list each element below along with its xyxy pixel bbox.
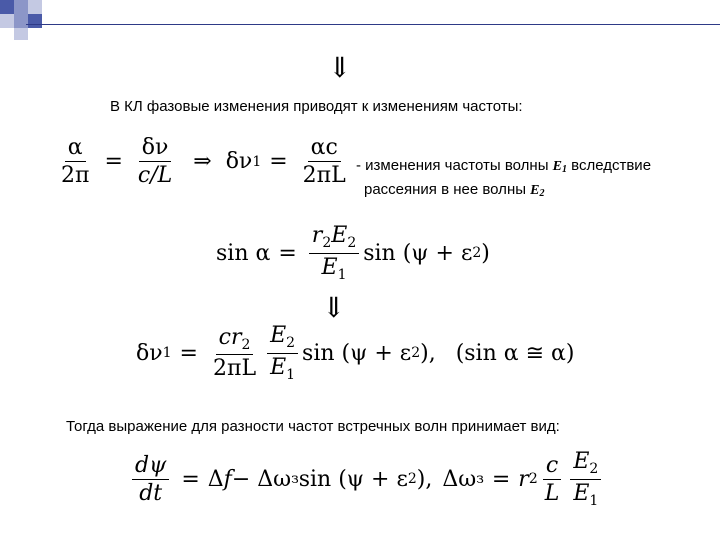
down-arrow-middle: ⇓ xyxy=(322,291,346,324)
equation-4: $\frac{d\psi}{dt}$ = Δ f − Δω з sin (ψ + ε 2 ), Δω з = r 2 $\frac{c}{L}$ $\frac{E_2}{E_1}$ xyxy=(128,450,605,508)
header-rule xyxy=(26,24,720,25)
conclusion-text: Тогда выражение для разности частот встречных волн принимает вид: xyxy=(66,418,560,435)
decorative-header xyxy=(0,0,720,40)
down-arrow-top: ⇓ xyxy=(328,51,352,84)
equation-3: δν 1 = $\frac{cr_2}{2\pi L}$ $\frac{E_2}{E_1}$ sin (ψ + ε 2 ), (sin α ≅ α) xyxy=(136,323,575,383)
note-line-1: - изменения частоты волны $E_1$ вследствие xyxy=(356,157,652,175)
note-line-2: рассеяния в нее волны $E_2$ xyxy=(364,181,545,199)
equation-1: $\frac{\alpha}{2\pi}$ = $\frac{\delta\nu}{c/L}$ ⇒ δν 1 = $\frac{\alpha c}{2\pi L}$ xyxy=(61,135,346,189)
equation-2: sin α = $\frac{r_2E_2}{E_1}$ sin (ψ + ε 2 ) xyxy=(216,223,490,283)
intro-text: В КЛ фазовые изменения приводят к изменениям частоты: xyxy=(110,98,523,115)
